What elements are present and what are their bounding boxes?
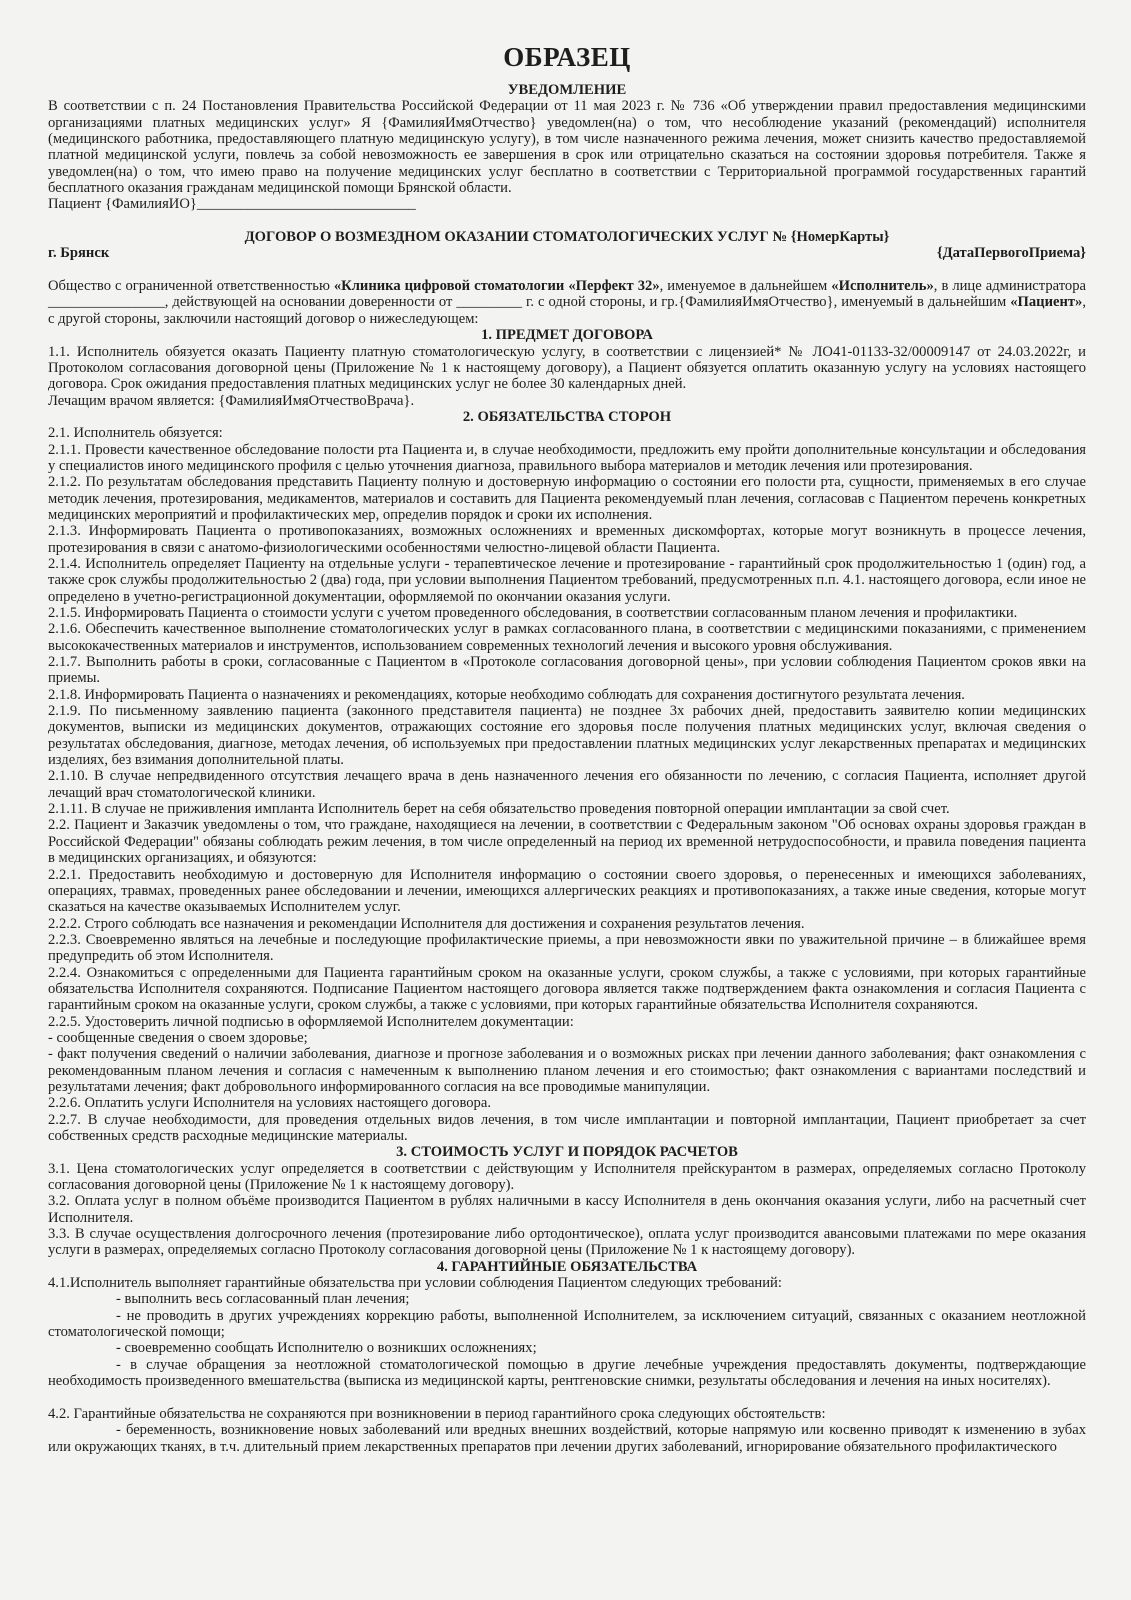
clause-paragraph: 2.1.4. Исполнитель определяет Пациенту на отдельные услуги - терапевтическое лечение и протезирование - гарантийный срок продолжительностью 1 (один) год, а также срок службы продолжительностью 2 (два) года, при условии выполнения Пациентом требований, предусмотренных п.п. 4.1. настоящего договора, если иное не определено в учетно-регистрационной документации, оформляемой по окончании оказания услуги. — [48, 555, 1086, 605]
contract-date: {ДатаПервогоПриема} — [936, 245, 1086, 262]
clause-paragraph: 2.1. Исполнитель обязуется: — [48, 425, 223, 442]
clause-paragraph: 4.2. Гарантийные обязательства не сохраняются при возникновении в период гарантийного срока следующих обстоятельств: — [48, 1405, 826, 1422]
contract-title: ДОГОВОР О ВОЗМЕЗДНОМ ОКАЗАНИИ СТОМАТОЛОГИЧЕСКИХ УСЛУГ № {НомерКарты} — [244, 229, 890, 246]
preamble-bold-term: «Клиника цифровой стоматологии «Перфект 32» — [333, 278, 660, 295]
clause-paragraph: 2.1.9. По письменному заявлению пациента (законного представителя пациента) не позднее 3х рабочих дней, предоставить заявителю копии медицинских документов, выписки из медицинских документов, отражающих состояние его здоровья после получения платных медицинских услуг, включая сведения о результатах обследования, диагнозе, методах лечения, об используемых при предоставлении платных медицинских услуг лекарственных препаратах и медицинских изделиях, без взимания дополнительной платы. — [48, 703, 1086, 769]
clause-paragraph: 2.2.1. Предоставить необходимую и достоверную для Исполнителя информацию о состоянии своего здоровья, о перенесенных и имеющихся заболеваниях, операциях, травмах, проведенных ранее обследовании и лечении, имеющихся аллергических реакциях и противопоказаниях, а также иные сведения, которые могут сказаться на качестве оказываемых Исполнителем услуг. — [48, 866, 1086, 916]
contract-place-date — [48, 245, 1086, 261]
preamble-text: Общество с ограниченной ответственностью — [48, 278, 334, 295]
clause-paragraph: 2.1.3. Информировать Пациента о противопоказаниях, возможных осложнениях и временных дискомфортах, которые могут возникнуть в процессе лечения, протезирования в связи с анатомо-физиологическими особенностями челюстно-лицевой области Пациента. — [48, 523, 1086, 556]
clause-paragraph: 2.1.11. В случае не приживления импланта Исполнитель берет на себя обязательство проведения повторной операции имплантации за свой счет. — [48, 801, 950, 818]
list-item: - своевременно сообщать Исполнителю о возникших осложнениях; — [116, 1340, 537, 1357]
sample-stamp-title: ОБРАЗЕЦ — [503, 42, 631, 72]
section-heading: 3. СТОИМОСТЬ УСЛУГ И ПОРЯДОК РАСЧЕТОВ — [396, 1144, 738, 1161]
notice-title: УВЕДОМЛЕНИЕ — [507, 82, 627, 98]
clause-paragraph: 2.2.5. Удостоверить личной подписью в оформляемой Исполнителем документации: — [48, 1013, 574, 1030]
section-heading: 1. ПРЕДМЕТ ДОГОВОРА — [481, 327, 653, 344]
list-item: - беременность, возникновение новых заболеваний или вредных внешних воздействий, которые напрямую или косвенно приводят к изменению в зубах или окружающих тканях, в т.ч. длительный прием лекарственных препаратов при лечении других заболеваний, игнорирование обязательного профилактического — [48, 1422, 1086, 1455]
section-heading: 4. ГАРАНТИЙНЫЕ ОБЯЗАТЕЛЬСТВА — [436, 1258, 698, 1275]
clause-paragraph: 2.1.2. По результатам обследования представить Пациенту полную и достоверную информацию о состоянии его полости рта, сущности, применяемых в его случае методик лечения, протезирования, медикаментов, материалов и составить для Пациента рекомендуемый план лечения, согласовав с Пациентом перечень конкретных медицинских мероприятий и профилактических мер, определив порядок и сроки их исполнения. — [48, 474, 1086, 523]
clause-paragraph: 2.1.5. Информировать Пациента о стоимости услуги с учетом проведенного обследования, в соответствии согласованным планом лечения и профилактики. — [48, 605, 1018, 621]
list-item: - выполнить весь согласованный план лечения; — [116, 1291, 410, 1308]
clause-paragraph: 2.2.3. Своевременно являться на лечебные и последующие профилактические приемы, а при невозможности явки по уважительной причине – в ближайшее время предупредить об этом Исполнителя. — [48, 931, 1086, 965]
clause-paragraph: 3.2. Оплата услуг в полном объёме производится Пациентом в рублях наличными в кассу Исполнителя в день окончания оказания услуги, либо на расчетный счет Исполнителя. — [48, 1193, 1086, 1226]
section-heading: 2. ОБЯЗАТЕЛЬСТВА СТОРОН — [462, 408, 672, 425]
clause-paragraph: 3.3. В случае осуществления долгосрочного лечения (протезирование либо ортодонтическое), оплата услуг производится авансовыми платежами по мере оказания услуги в размерах, определяемых согласно Протоколу согласования договорной цены (Приложение № 1 к настоящему договору). — [48, 1226, 1086, 1259]
clause-paragraph: 2.1.8. Информировать Пациента о назначениях и рекомендациях, которые необходимо соблюдать для сохранения достигнутого результата лечения. — [48, 686, 965, 703]
clause-paragraph: 2.2.4. Ознакомиться с определенными для Пациента гарантийным сроком на оказанные услуги, сроком службы, а также с условиями, при которых гарантийные обязательства Исполнителя сохраняются. Подписание Пациентом настоящего договора является также подтверждением факта ознакомления и согласия Пациента с гарантийным сроком на оказанные услуги, сроком службы, а также с условиями, при которых гарантийные обязательства Исполнителя сохраняются. — [48, 964, 1086, 1014]
list-item: - в случае обращения за неотложной стоматологической помощью в другие лечебные учреждения предоставлять документы, подтверждающие необходимость произведенного вмешательства (выписка из медицинской карты, рентгеновские снимки, результаты обследования и лечения на иных носителях). — [48, 1356, 1086, 1390]
clause-paragraph: 2.1.1. Провести качественное обследование полости рта Пациента и, в случае необходимости, предложить ему пройти дополнительные консультации и обследования у специалистов иного медицинского профиля с целью уточнения диагноза, правильного выбора материалов и методик лечения или протезирования. — [48, 441, 1086, 474]
clause-paragraph: 2.1.6. Обеспечить качественное выполнение стоматологических услуг в рамках согласованного плана, в соответствии с медицинскими показаниями, с применением высококачественных материалов и инструментов, использованием современных технологий лечения и высокого уровня обслуживания. — [48, 621, 1086, 654]
notice-text: В соответствии с п. 24 Постановления Правительства Российской Федерации от 11 мая 2023 г. № 736 «Об утверждении правил предоставления медицинскими организациями платных медицинских услуг» Я {ФамилияИмяОтчество} уведомлен(на) о том, что несоблюдение указаний (рекомендаций) исполнителя (медицинского работника, предоставляющего платную медицинскую услугу), в том числе назначенного режима лечения, может снизить качество предоставляемой платной медицинской услуги, повлечь за собой невозможность ее завершения в срок или отрицательно сказаться на состоянии здоровья потребителя. Также я уведомлен(на) о том, что имею право на получение медицинских услуг бесплатно в соответствии с Территориальной программой государственных гарантий бесплатного оказания гражданам медицинской помощи Брянской области. — [48, 98, 1086, 197]
spacer — [48, 213, 1086, 229]
clause-paragraph: 1.1. Исполнитель обязуется оказать Пациенту платную стоматологическую услугу, в соответствии с лицензией* № ЛО41-01133-32/00009147 от 24.03.2022г, и Протоколом согласования договорной цены (Приложение № 1 к настоящему договору), а Пациент обязуется оплатить оказанную услугу на условиях настоящего договора. Срок ожидания предоставления платных медицинских услуг не более 30 календарных дней. — [48, 343, 1086, 393]
clause-paragraph: 2.2. Пациент и Заказчик уведомлены о том, что граждане, находящиеся на лечении, в соответствии с Федеральным законом "Об основах охраны здоровья граждан в Российской Федерации" обязаны соблюдать режим лечения, в том числе определенный на период их временной нетрудоспособности, и правила поведения пациента в медицинских организациях, и обязуются: — [48, 817, 1086, 867]
preamble-text: , с другой стороны, заключили настоящий договор о нижеследующем: — [48, 294, 1086, 327]
clause-paragraph: 2.2.2. Строго соблюдать все назначения и рекомендации Исполнителя для достижения и сохранения результатов лечения. — [48, 915, 805, 932]
clause-paragraph: Лечащим врачом является: {ФамилияИмяОтчествоВрача}. — [48, 392, 415, 409]
clause-paragraph: 2.1.10. В случае непредвиденного отсутствия лечащего врача в день назначенного лечения его обязанности по лечению, с согласия Пациента, исполняет другой лечащий врач стоматологической клиники. — [48, 768, 1086, 801]
notice-patient-signature-line: Пациент {ФамилияИО}______________________________ — [48, 196, 416, 213]
contract-preamble — [48, 278, 1086, 327]
preamble-text: , именуемое в дальнейшем — [659, 278, 832, 295]
clause-paragraph: 2.1.7. Выполнить работы в сроки, согласованные с Пациентом в «Протоколе согласования договорной цены», при условии соблюдения Пациентом сроков явки на приемы. — [48, 654, 1086, 687]
clause-paragraph: 2.2.6. Оплатить услуги Исполнителя на условиях настоящего договора. — [48, 1095, 491, 1112]
document-page — [48, 40, 1086, 1455]
clause-paragraph: 3.1. Цена стоматологических услуг определяется в соответствии с действующим у Исполнителя прейскурантом в размерах, определяемых согласно Протоколу согласования договорной цены (Приложение № 1 к настоящему договору). — [48, 1160, 1086, 1194]
clause-paragraph: - факт получения сведений о наличии заболевания, диагнозе и прогнозе заболевания и о возможных рисках при лечении данного заболевания; факт ознакомления с рекомендованным планом лечения и согласия с намеченным к выполнению планом лечения и его стоимостью; факт ознакомления с вариантами последствий и результатами лечения; факт добровольного информированного согласия на все проводимые манипуляции. — [48, 1046, 1086, 1095]
clause-paragraph: - сообщенные сведения о своем здоровье; — [48, 1029, 308, 1046]
clause-paragraph: 4.1.Исполнитель выполняет гарантийные обязательства при условии соблюдения Пациентом следующих требований: — [48, 1275, 782, 1292]
clause-paragraph: 2.2.7. В случае необходимости, для проведения отдельных видов лечения, в том числе имплантации и повторной имплантации, Пациент приобретает за счет собственных средств расходные медицинские материалы. — [48, 1111, 1086, 1144]
preamble-bold-term: «Пациент» — [1010, 294, 1083, 311]
preamble-bold-term: «Исполнитель» — [831, 278, 934, 295]
spacer — [48, 1390, 1086, 1406]
list-item: - не проводить в других учреждениях коррекцию работы, выполненной Исполнителем, за исключением ситуаций, связанных с оказанием неотложной стоматологической помощи; — [48, 1307, 1086, 1341]
contract-city: г. Брянск — [48, 245, 110, 262]
spacer — [48, 262, 1086, 278]
contract-body — [48, 327, 1086, 1455]
preamble-text: , в лице администратора ________________, действующей на основании доверенности от _________ г. с одной стороны, и гр.{ФамилияИмяОтчество}, именуемый в дальнейшим — [48, 278, 1086, 311]
